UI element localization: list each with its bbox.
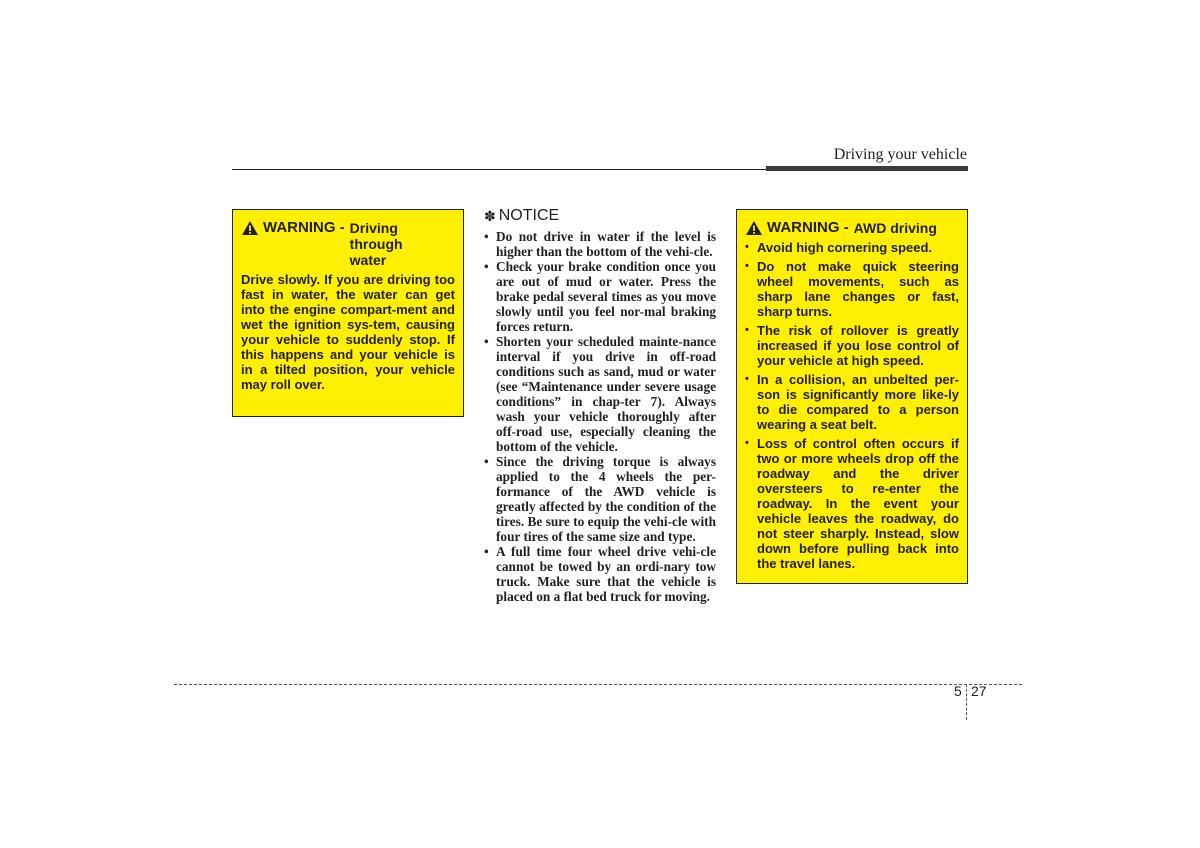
warning-triangle-icon (241, 220, 259, 236)
notice-list (484, 229, 716, 604)
page-number: 27 (971, 683, 987, 699)
warning-label: WARNING - (263, 219, 345, 236)
warning-heading (241, 220, 455, 268)
warning-item: • Loss of control often occurs if two or more wheels drop off the roadway and the driver oversteers to re-enter the roadway. In the event your vehicle leaves the roadway, do not steer sharply. Instead, slow down before pulling back into the travel lanes. (745, 436, 959, 571)
notice-section (484, 207, 716, 604)
notice-item: • Check your brake condition once you are out of mud or water. Press the brake pedal several times as you move slowly until you feel nor-mal braking forces return. (484, 259, 716, 334)
warning-item: • The risk of rollover is greatly increased if you lose control of your vehicle at high speed. (745, 323, 959, 368)
warning-body: Drive slowly. If you are driving too fast in water, the water can get into the engine compart-ment and wet the ignition sys-tem, causing your vehicle to suddenly stop. If this happens and your vehicle is in a tilted position, your vehicle may roll over. (241, 272, 455, 392)
notice-star-icon: ✽ (484, 208, 496, 224)
notice-title: NOTICE (498, 207, 560, 224)
chapter-number: 5 (954, 683, 962, 699)
notice-item: • Do not drive in water if the level is higher than the bottom of the vehi-cle. (484, 229, 716, 259)
warning-topic: AWD driving (853, 220, 937, 236)
warning-item: • In a collision, an unbelted per-son is significantly more like-ly to die compared to a person wearing a seat belt. (745, 372, 959, 432)
warning-list (745, 240, 959, 571)
warning-heading (745, 220, 959, 236)
warning-box-driving-through-water (232, 209, 464, 417)
header-bar (766, 166, 968, 171)
warning-triangle-icon (745, 220, 763, 236)
notice-heading (484, 207, 716, 225)
notice-item: • Since the driving torque is always applied to the 4 wheels the per-formance of the AWD vehicle is greatly affected by the condition of the tires. Be sure to equip the vehi-cle with four tires of the same size and type. (484, 454, 716, 544)
warning-box-awd-driving (736, 209, 968, 584)
warning-topic: Driving through water (349, 220, 403, 268)
footer-dashed-rule (174, 684, 1022, 685)
warning-item: • Avoid high cornering speed. (745, 240, 959, 255)
page-header-title: Driving your vehicle (833, 146, 967, 163)
footer-page-divider (966, 684, 967, 720)
warning-label: WARNING - (767, 219, 849, 236)
warning-item: • Do not make quick steering wheel movements, such as sharp lane changes or fast, sharp turns. (745, 259, 959, 319)
notice-item: • A full time four wheel drive vehi-cle cannot be towed by an ordi-nary tow truck. Make sure that the vehicle is placed on a flat bed truck for moving. (484, 544, 716, 604)
notice-item: • Shorten your scheduled mainte-nance interval if you drive in off-road conditions such as sand, mud or water (see “Maintenance under severe usage conditions” in chap-ter 7). Always wash your vehicle thoroughly after off-road use, especially cleaning the bottom of the vehicle. (484, 334, 716, 454)
